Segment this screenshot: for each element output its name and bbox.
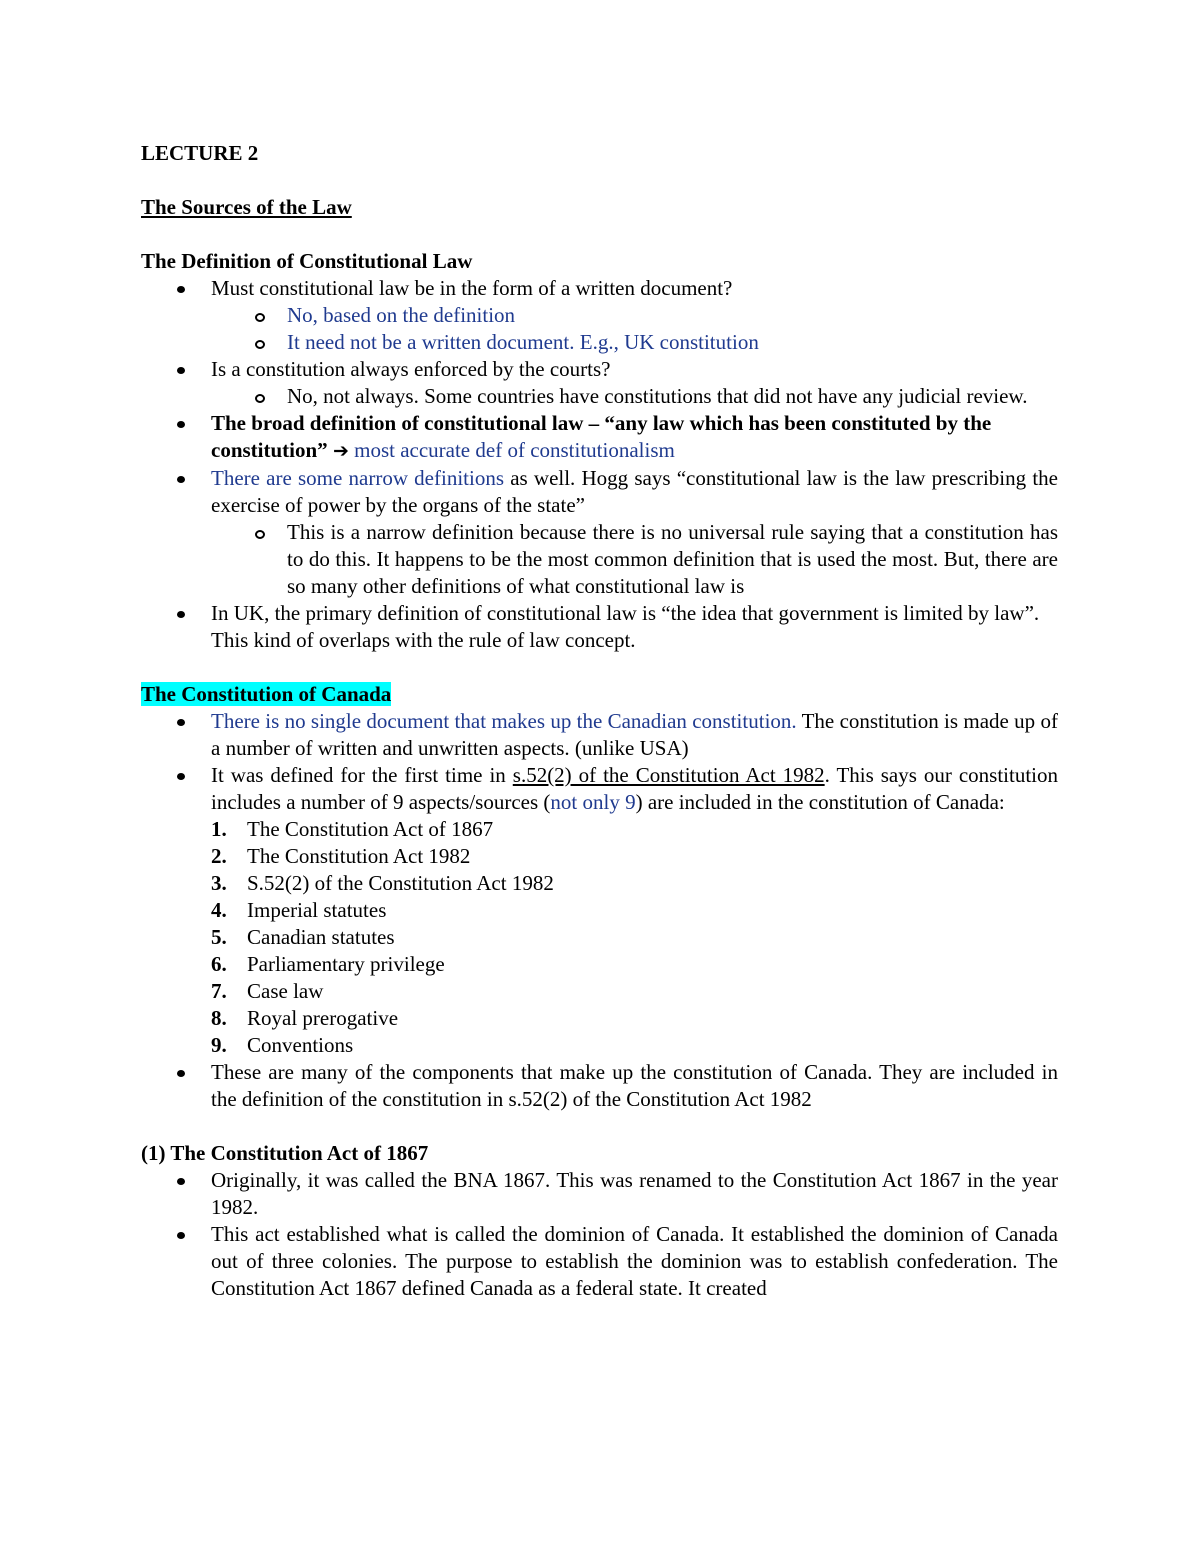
numbered-item: 8. Royal prerogative [211, 1006, 399, 1030]
canada-list-continued [141, 1059, 1058, 1113]
section-title: The Sources of the Law [141, 195, 352, 219]
canada-list [141, 708, 1058, 816]
numbered-item: 1. The Constitution Act of 1867 [211, 817, 494, 841]
list-item: Must constitutional law be in the form of a written document? [141, 275, 1058, 302]
numbered-item: 3. S.52(2) of the Constitution Act 1982 [211, 871, 554, 895]
list-item: There are some narrow definitions as well. Hogg says “constitutional law is the law prescribing the exercise of power by the organs of the state” [141, 465, 1058, 519]
lecture-title: LECTURE 2 [141, 141, 259, 165]
definition-heading: The Definition of Constitutional Law [141, 249, 473, 273]
list-item: In UK, the primary definition of constitutional law is “the idea that government is limited by law”. This kind of overlaps with the rule of law concept. [141, 600, 1058, 654]
arrow-right-icon: ➔ [332, 440, 349, 462]
numbered-item: 9. Conventions [211, 1033, 354, 1057]
definition-list [141, 275, 1058, 654]
sub-list-item: No, based on the definition [141, 302, 1058, 329]
numbered-item: 6. Parliamentary privilege [211, 952, 445, 976]
list-item: These are many of the components that make up the constitution of Canada. They are included in the definition of the constitution in s.52(2) of the Constitution Act 1982 [141, 1059, 1058, 1113]
numbered-item: 5. Canadian statutes [211, 925, 395, 949]
list-item: There is no single document that makes up the Canadian constitution. The constitution is made up of a number of written and unwritten aspects. (unlike USA) [141, 708, 1058, 762]
numbered-item: 4. Imperial statutes [211, 898, 387, 922]
act-1867-heading: (1) The Constitution Act of 1867 [141, 1141, 429, 1165]
document-body [141, 140, 1058, 1302]
list-item: Is a constitution always enforced by the courts? [141, 356, 1058, 383]
numbered-item: 2. The Constitution Act 1982 [211, 844, 471, 868]
list-item: The broad definition of constitutional law – “any law which has been constituted by the constitution” ➔ most accurate def of constitutionalism [141, 410, 1058, 465]
list-item: It was defined for the first time in s.52(2) of the Constitution Act 1982. This says our constitution includes a number of 9 aspects/sources (not only 9) are included in the constitution of Canada: [141, 762, 1058, 816]
list-item: This act established what is called the dominion of Canada. It established the dominion of Canada out of three colonies. The purpose to establish the dominion was to establish confederation. The Constitution Act 1867 defined Canada as a federal state. It created [141, 1221, 1058, 1302]
sources-list [141, 816, 1058, 1059]
sub-list-item: It need not be a written document. E.g., UK constitution [141, 329, 1058, 356]
numbered-item: 7. Case law [211, 979, 324, 1003]
list-item: Originally, it was called the BNA 1867. This was renamed to the Constitution Act 1867 in the year 1982. [141, 1167, 1058, 1221]
canada-heading: The Constitution of Canada [141, 682, 392, 706]
act-1867-list [141, 1167, 1058, 1302]
sub-list-item: This is a narrow definition because there is no universal rule saying that a constitution has to do this. It happens to be the most common definition that is used the most. But, there are so many other definitions of what constitutional law is [141, 519, 1058, 600]
sub-list-item: No, not always. Some countries have constitutions that did not have any judicial review. [141, 383, 1058, 410]
